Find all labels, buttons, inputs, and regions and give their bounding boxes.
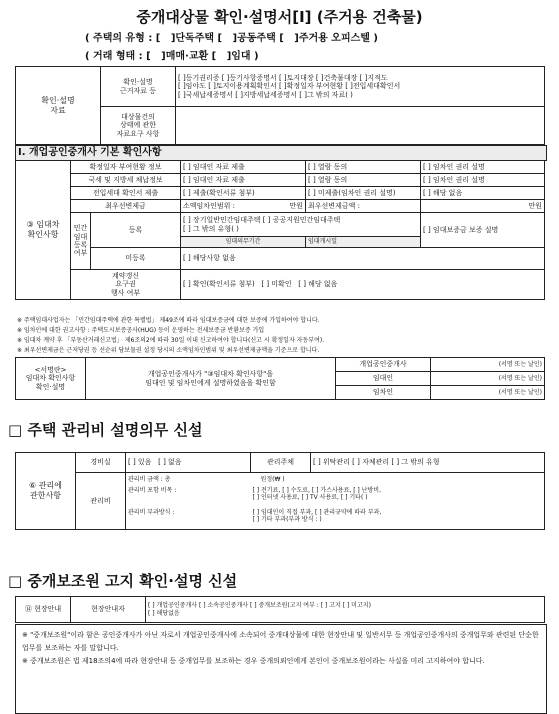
reference-material-table — [15, 66, 545, 145]
basis-options: [ ]등기권리증 [ ]등기사항증명서 [ ]토지대장 [ ]건축물대장 [ ]지적도 [ ]임야도 [ ]토지이용계획확인서 [ ]확정일자 부여현황 [ ]전입세대확인서 [ ]국세납세증명서 [ ]지방세납세증명서 [ ]그 밖의 자료( ) — [176, 67, 545, 107]
lease-left-label: ③ 임대차 확인사항 — [16, 161, 71, 300]
section3-title: □ 중개보조원 고지 확인·설명 신설 — [8, 572, 238, 590]
basis-label: 확인·설명 근거자료 등 — [101, 67, 176, 107]
signature-field[interactable]: (서명 또는 날인) — [431, 386, 545, 400]
signature-statement: 개업공인중개사가 "③임대차 확인사항"을 임대인 및 임차인에게 설명하였음을 확인함 — [86, 358, 336, 400]
signature-table: <서명란> 임대차 확인사항 확인·설명 개업공인중개사가 "③임대차 확인사항"을 임대인 및 임차인에게 설명하였음을 확인함 개업공인중개사 (서명 또는 날인) 임대인 (서명 또는 날인) 임차인 (서명 또는 날인) — [15, 357, 545, 400]
signature-field[interactable]: (서명 또는 날인) — [431, 372, 545, 386]
state-request-label: 대상물건의 상태에 관한 자료요구 사항 — [101, 107, 176, 145]
lease-table: ③ 임대차 확인사항 확정일자 부여현황 정보 [ ] 임대인 자료 제출 [ ] 열람 동의 [ ] 임차인 권리 설명 국세 및 지방세 체납정보 [ ] 임대인 자료 제출 [ ] 열람 동의 [ ] 임차인 권리 설명 전입세대 확인서 제출 [ ] 제출(확인서류 첨부) [ ] 미제출(임차인 권리 설명) [ ] 해당 없음 최우선변제금 소액임차인범위 : 만원 최우선변제금액 : 만원 민간 임대 등록 여부 등록 [ ] 장기일반민간임대주택 [ ] 공공지원민간임대주택 [ ] 그 밖의 유형( ) [ ] 임대보증금 보증 설명 임대의무기간 임대개시일 미등록 [ ] 해당사항 없음 계약갱신 요구권 행사 여부 [ ] 확인(확인서류 첨부) [ ] 미확인 [ ] 해당 없음 — [15, 160, 545, 300]
assistant-notes: ※ "중개보조원"이라 함은 공인중개사가 아닌 자로서 개업공인중개사에 소속되어 중개대상물에 대한 현장안내 및 일반서무 등 개업공인중개사의 중개업무와 관련된 단순한 업무를 보조하는 자를 말합니다. ※ 중개보조원은 법 제18조의4에 따라 현장안내 등 중개업무를 보조하는 경우 중개의뢰인에게 본인이 중개보조원이라는 사실을 미리 고지하여야 합니다. — [15, 624, 547, 714]
material-left-label: 확인·설명 자료 — [16, 67, 101, 145]
page-title: 중개대상물 확인·설명서[Ⅰ] (주거용 건축물) — [136, 8, 423, 26]
section1-title: Ⅰ. 개업공인중개사 기본 확인사항 — [15, 145, 547, 161]
private-rental-label: 민간 임대 등록 여부 — [71, 213, 91, 270]
signature-field[interactable]: (서명 또는 날인) — [431, 358, 545, 372]
signature-label: <서명란> 임대차 확인사항 확인·설명 — [16, 358, 86, 400]
section2-title: □ 주택 관리비 설명의무 신설 — [8, 421, 203, 439]
state-request-value — [176, 107, 545, 145]
site-guide-table: ⑭ 현장안내 현장안내자 [ ] 개업공인중개사 [ ] 소속공인중개사 [ ] 중개보조원(고지 여부 : [ ] 고지 [ ] 미고지) [ ] 해당없음 — [15, 596, 545, 623]
housing-type-line: ( 주택의 유형 : [ ]단독주택 [ ]공동주택 [ ]주거용 오피스텔 ) — [85, 33, 378, 44]
management-table: ⑥ 관리에 관한사항 경비실 [ ] 있음 [ ] 없음 관리주체 [ ] 위탁관리 [ ] 자체관리 [ ] 그 밖의 유형 관리비 관리비 금액 : 총 원정(₩ ) 관리비 포함 비목 : [ ] 전기료, [ ] 수도료, [ ] 가스사용료, [ ] 난방비, [ ] 인터넷 사용료, [ ] TV 사용료, [ ] 기타( ) 관리비 부과방식 : [ ] 임대인이 직접 부과, [ ] 관리규약에 따라 부과, [ ] 기타 부과(부과 방식 : ) — [15, 452, 545, 530]
lease-notes: ※ 주택임대사업자는 「민간임대주택에 관한 특별법」 제49조에 따라 임대보증금에 대한 보증에 가입하여야 합니다. ※ 임차인에 대한 권고사항 : 주택도시보증공사(HUG) 등이 운영하는 전세보증금 반환보증 가입 ※ 임대차 계약 후 「부동산거래신고법」 제6조의2에 따라 30일 이내 신고하여야 합니다(신고 시 확정일자 자동부여). ※ 최우선변제금은 근저당권 등 선순위 담보물권 설정 당시의 소액임차인범위 및 최우선변제금액을 기준으로 합니다. — [17, 317, 325, 354]
management-left-label: ⑥ 관리에 관한사항 — [16, 453, 76, 530]
trade-type-line: ( 거래 형태 : [ ]매매·교환 [ ]임대 ) — [85, 51, 259, 62]
